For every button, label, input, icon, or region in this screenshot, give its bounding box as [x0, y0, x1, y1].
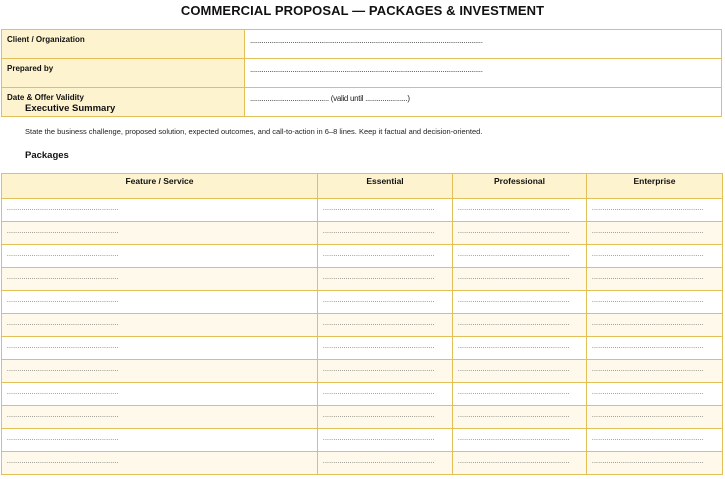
- table-row: [2, 245, 723, 268]
- essential-cell[interactable]: [318, 222, 453, 245]
- date-validity-field[interactable]: [245, 88, 722, 117]
- professional-placeholder[interactable]: ......................................................: [458, 298, 570, 304]
- professional-placeholder[interactable]: ......................................................: [458, 344, 570, 350]
- feature-cell[interactable]: [2, 222, 318, 245]
- enterprise-cell[interactable]: [587, 245, 723, 268]
- enterprise-cell[interactable]: [587, 222, 723, 245]
- feature-placeholder[interactable]: ......................................................: [7, 206, 119, 212]
- essential-cell[interactable]: [318, 337, 453, 360]
- feature-cell[interactable]: [2, 268, 318, 291]
- professional-placeholder[interactable]: ......................................................: [458, 206, 570, 212]
- feature-cell[interactable]: [2, 429, 318, 452]
- essential-placeholder[interactable]: ......................................................: [323, 390, 435, 396]
- essential-placeholder[interactable]: ......................................................: [323, 229, 435, 235]
- essential-placeholder[interactable]: ......................................................: [323, 367, 435, 373]
- essential-cell[interactable]: [318, 406, 453, 429]
- enterprise-placeholder[interactable]: ......................................................: [592, 229, 704, 235]
- table-row: [2, 452, 723, 475]
- enterprise-placeholder[interactable]: ......................................................: [592, 298, 704, 304]
- enterprise-cell[interactable]: [587, 337, 723, 360]
- prepared-by-value[interactable]: .........................................................................................................................: [250, 65, 483, 74]
- enterprise-placeholder[interactable]: ......................................................: [592, 436, 704, 442]
- enterprise-cell[interactable]: [587, 268, 723, 291]
- essential-cell[interactable]: [318, 383, 453, 406]
- essential-placeholder[interactable]: ......................................................: [323, 321, 435, 327]
- professional-cell[interactable]: [453, 222, 587, 245]
- table-row: [2, 360, 723, 383]
- table-row: [2, 291, 723, 314]
- table-row: [2, 383, 723, 406]
- feature-cell[interactable]: [2, 245, 318, 268]
- professional-cell[interactable]: [453, 314, 587, 337]
- feature-placeholder[interactable]: ......................................................: [7, 367, 119, 373]
- client-value[interactable]: .........................................................................................................................: [250, 36, 483, 45]
- professional-cell[interactable]: [453, 245, 587, 268]
- feature-cell[interactable]: [2, 291, 318, 314]
- essential-cell[interactable]: [318, 291, 453, 314]
- professional-placeholder[interactable]: ......................................................: [458, 252, 570, 258]
- feature-placeholder[interactable]: ......................................................: [7, 413, 119, 419]
- packages-header-row: [2, 174, 723, 199]
- prepared-by-field[interactable]: [245, 59, 722, 88]
- feature-cell[interactable]: [2, 406, 318, 429]
- essential-cell[interactable]: [318, 314, 453, 337]
- professional-placeholder[interactable]: ......................................................: [458, 436, 570, 442]
- enterprise-placeholder[interactable]: ......................................................: [592, 252, 704, 258]
- info-row-client: [2, 30, 722, 59]
- essential-placeholder[interactable]: ......................................................: [323, 436, 435, 442]
- professional-cell[interactable]: [453, 291, 587, 314]
- column-header-enterprise: Enterprise: [587, 174, 723, 199]
- executive-summary-heading: Executive Summary: [25, 103, 116, 114]
- essential-cell[interactable]: [318, 360, 453, 383]
- professional-cell[interactable]: [453, 452, 587, 475]
- feature-placeholder[interactable]: ......................................................: [7, 390, 119, 396]
- enterprise-placeholder[interactable]: ......................................................: [592, 275, 704, 281]
- feature-cell[interactable]: [2, 452, 318, 475]
- table-row: [2, 314, 723, 337]
- table-row: [2, 268, 723, 291]
- professional-cell[interactable]: [453, 360, 587, 383]
- professional-placeholder[interactable]: ......................................................: [458, 275, 570, 281]
- table-row: [2, 406, 723, 429]
- enterprise-placeholder[interactable]: ......................................................: [592, 206, 704, 212]
- professional-cell[interactable]: [453, 337, 587, 360]
- feature-placeholder[interactable]: ......................................................: [7, 229, 119, 235]
- date-validity-value[interactable]: ......................................... (valid until ......................): [250, 94, 410, 103]
- essential-cell[interactable]: [318, 268, 453, 291]
- column-header-professional: Professional: [453, 174, 587, 199]
- client-field[interactable]: [245, 30, 722, 59]
- feature-placeholder[interactable]: ......................................................: [7, 321, 119, 327]
- packages-table: [1, 173, 723, 475]
- info-row-prepared-by: [2, 59, 722, 88]
- feature-cell[interactable]: [2, 314, 318, 337]
- table-row: [2, 222, 723, 245]
- enterprise-cell[interactable]: [587, 429, 723, 452]
- essential-placeholder[interactable]: ......................................................: [323, 252, 435, 258]
- essential-placeholder[interactable]: ......................................................: [323, 413, 435, 419]
- enterprise-cell[interactable]: [587, 406, 723, 429]
- professional-cell[interactable]: [453, 429, 587, 452]
- enterprise-cell[interactable]: [587, 383, 723, 406]
- column-header-feature: Feature / Service: [2, 174, 318, 199]
- enterprise-placeholder[interactable]: ......................................................: [592, 321, 704, 327]
- essential-cell[interactable]: [318, 452, 453, 475]
- enterprise-placeholder[interactable]: ......................................................: [592, 367, 704, 373]
- essential-cell[interactable]: [318, 429, 453, 452]
- feature-cell[interactable]: [2, 360, 318, 383]
- enterprise-cell[interactable]: [587, 314, 723, 337]
- enterprise-placeholder[interactable]: ......................................................: [592, 459, 704, 465]
- feature-placeholder[interactable]: ......................................................: [7, 459, 119, 465]
- professional-placeholder[interactable]: ......................................................: [458, 413, 570, 419]
- enterprise-placeholder[interactable]: ......................................................: [592, 390, 704, 396]
- feature-placeholder[interactable]: ......................................................: [7, 252, 119, 258]
- essential-placeholder[interactable]: ......................................................: [323, 206, 435, 212]
- prepared-by-label: Prepared by: [2, 59, 245, 88]
- professional-placeholder[interactable]: ......................................................: [458, 390, 570, 396]
- executive-summary-text: State the business challenge, proposed solution, expected outcomes, and call-to-action in 6–8 lines. Keep it factual and decision-oriented.: [25, 127, 483, 136]
- professional-placeholder[interactable]: ......................................................: [458, 229, 570, 235]
- enterprise-placeholder[interactable]: ......................................................: [592, 344, 704, 350]
- enterprise-cell[interactable]: [587, 360, 723, 383]
- document-title: COMMERCIAL PROPOSAL — PACKAGES & INVESTMENT: [180, 3, 545, 18]
- essential-placeholder[interactable]: ......................................................: [323, 344, 435, 350]
- feature-placeholder[interactable]: ......................................................: [7, 298, 119, 304]
- feature-placeholder[interactable]: ......................................................: [7, 275, 119, 281]
- essential-cell[interactable]: [318, 245, 453, 268]
- professional-placeholder[interactable]: ......................................................: [458, 321, 570, 327]
- professional-cell[interactable]: [453, 406, 587, 429]
- professional-placeholder[interactable]: ......................................................: [458, 459, 570, 465]
- professional-cell[interactable]: [453, 383, 587, 406]
- column-header-essential: Essential: [318, 174, 453, 199]
- enterprise-placeholder[interactable]: ......................................................: [592, 413, 704, 419]
- enterprise-cell[interactable]: [587, 291, 723, 314]
- essential-placeholder[interactable]: ......................................................: [323, 298, 435, 304]
- essential-placeholder[interactable]: ......................................................: [323, 459, 435, 465]
- table-row: [2, 429, 723, 452]
- professional-cell[interactable]: [453, 268, 587, 291]
- table-row: [2, 337, 723, 360]
- feature-cell[interactable]: [2, 337, 318, 360]
- feature-cell[interactable]: [2, 383, 318, 406]
- packages-body: [2, 199, 723, 475]
- professional-cell[interactable]: [453, 199, 587, 222]
- enterprise-cell[interactable]: [587, 199, 723, 222]
- client-label: Client / Organization: [2, 30, 245, 59]
- table-row: [2, 199, 723, 222]
- feature-placeholder[interactable]: ......................................................: [7, 436, 119, 442]
- professional-placeholder[interactable]: ......................................................: [458, 367, 570, 373]
- essential-placeholder[interactable]: ......................................................: [323, 275, 435, 281]
- enterprise-cell[interactable]: [587, 452, 723, 475]
- date-validity-label: Date & Offer Validity: [2, 88, 245, 117]
- feature-cell[interactable]: [2, 199, 318, 222]
- feature-placeholder[interactable]: ......................................................: [7, 344, 119, 350]
- packages-heading: Packages: [25, 150, 69, 161]
- essential-cell[interactable]: [318, 199, 453, 222]
